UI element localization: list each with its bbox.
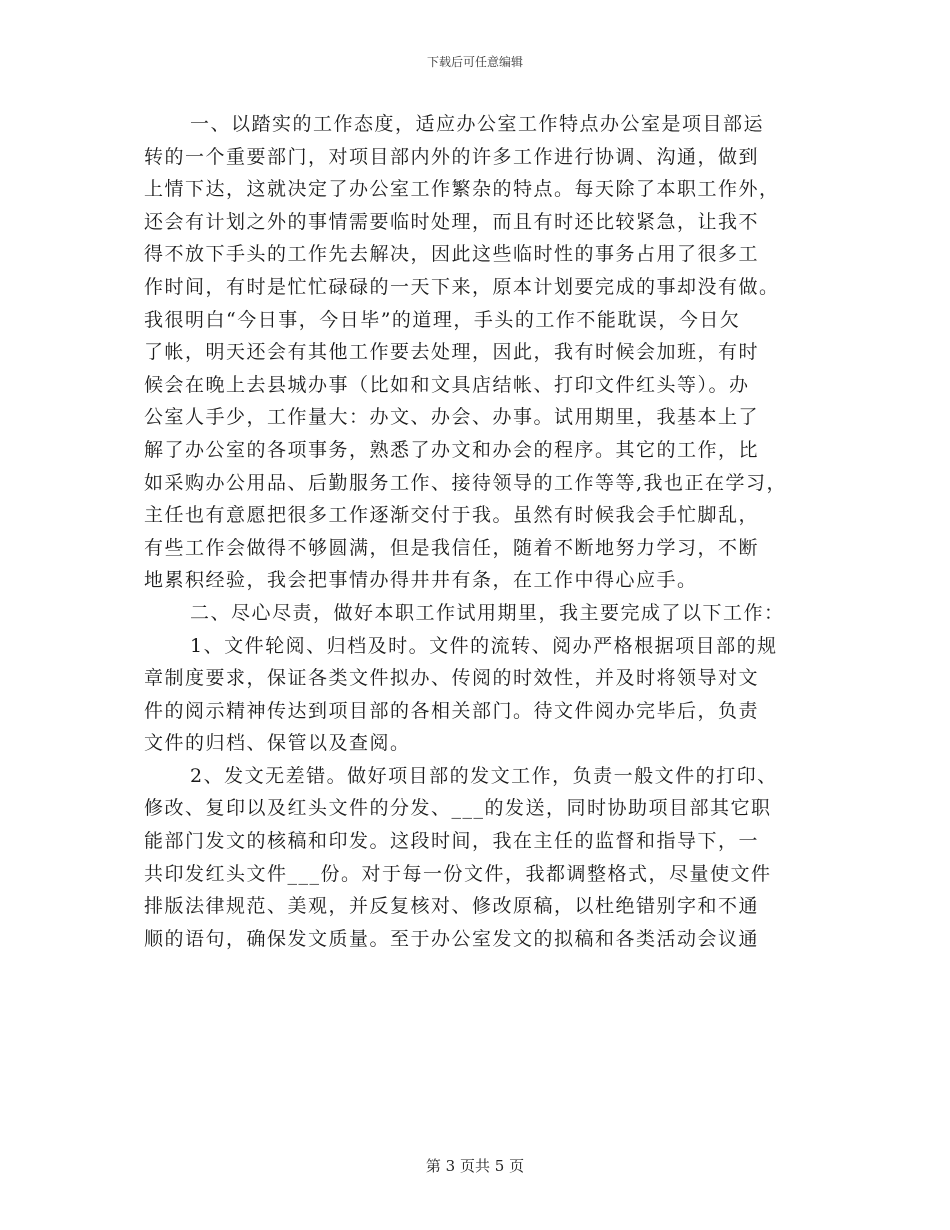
text-line: 有些工作会做得不够圆满，但是我信任，随着不断地努力学习，不断 xyxy=(144,536,760,559)
text-line: 排版法律规范、美观，并反复核对、修改原稿，以杜绝错别字和不通 xyxy=(144,895,760,918)
document-body xyxy=(144,108,806,955)
text-line: 解了办公室的各项事务，熟悉了办文和办会的程序。其它的工作，比 xyxy=(144,438,760,461)
page-header: 下载后可任意编辑 xyxy=(426,55,523,69)
text-line: 作时间，有时是忙忙碌碌的一天下来，原本计划要完成的事却没有做。 xyxy=(144,275,780,298)
text-line: 转的一个重要部门，对项目部内外的许多工作进行协调、沟通，做到 xyxy=(144,145,760,168)
text-line: 文件的归档、保管以及查阅。 xyxy=(144,732,411,755)
text-line: 还会有计划之外的事情需要临时处理，而且有时还比较紧急，让我不 xyxy=(144,210,760,233)
text-line: 得不放下手头的工作先去解决，因此这些临时性的事务占用了很多工 xyxy=(144,243,760,266)
text-line: 章制度要求，保证各类文件拟办、传阅的时效性，并及时将领导对文 xyxy=(144,667,760,690)
text-line: 二、尽心尽责，做好本职工作试用期里，我主要完成了以下工作： xyxy=(190,601,785,624)
text-line: 公室人手少，工作量大：办文、办会、办事。试用期里，我基本上了 xyxy=(144,406,760,429)
text-line: 件的阅示精神传达到项目部的各相关部门。待文件阅办完毕后，负责 xyxy=(144,699,760,722)
text-line: 2、发文无差错。做好项目部的发文工作，负责一般文件的打印、 xyxy=(190,764,778,787)
text-line: 如采购办公用品、后勤服务工作、接待领导的工作等等,我也正在学习， xyxy=(144,471,788,494)
text-line: 上情下达，这就决定了办公室工作繁杂的特点。每天除了本职工作外， xyxy=(144,178,780,201)
text-line: 顺的语句，确保发文质量。至于办公室发文的拟稿和各类活动会议通 xyxy=(144,927,760,950)
text-line: 地累积经验，我会把事情办得井井有条，在工作中得心应手。 xyxy=(144,569,698,592)
page-footer: 第 3 页共 5 页 xyxy=(425,1157,525,1175)
text-line: 了帐，明天还会有其他工作要去处理，因此，我有时候会加班，有时 xyxy=(144,341,760,364)
text-line: 修改、复印以及红头文件的分发、___的发送，同时协助项目部其它职 xyxy=(144,797,772,820)
text-line: 能部门发文的核稿和印发。这段时间，我在主任的监督和指导下，一 xyxy=(144,830,760,853)
text-line: 我很明白“今日事，今日毕”的道理，手头的工作不能耽误，今日欠 xyxy=(144,308,741,331)
text-line: 候会在晚上去县城办事（比如和文具店结帐、打印文件红头等）。办 xyxy=(144,373,750,396)
text-line: 主任也有意愿把很多工作逐渐交付于我。虽然有时候我会手忙脚乱， xyxy=(144,504,760,527)
text-line: 1、文件轮阅、归档及时。文件的流转、阅办严格根据项目部的规 xyxy=(190,634,778,657)
text-line: 共印发红头文件___份。对于每一份文件，我都调整格式，尽量使文件 xyxy=(144,862,772,885)
text-line: 一、以踏实的工作态度，适应办公室工作特点办公室是项目部运 xyxy=(190,113,765,135)
